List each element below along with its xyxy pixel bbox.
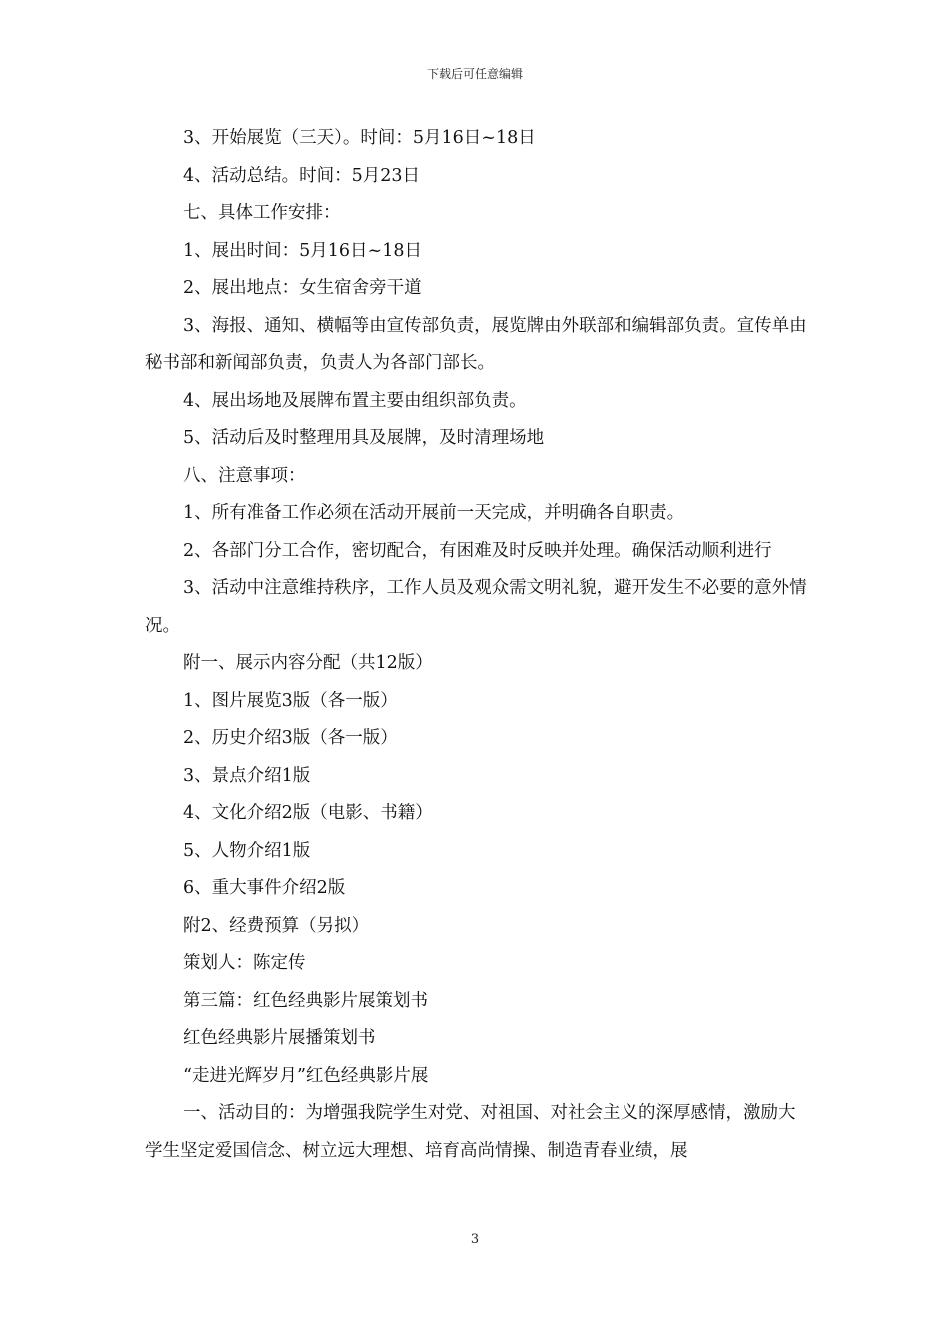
paragraph: 3、海报、通知、横幅等由宣传部负责，展览牌由外联部和编辑部负责。宣传单由秘书部和新闻部负责，负责人为各部门部长。: [145, 315, 807, 373]
paragraph: 1、所有准备工作必须在活动开展前一天完成，并明确各自职责。: [183, 503, 685, 523]
paragraph: 1、展出时间：5月16日~18日: [183, 240, 422, 261]
event-title: “走进光辉岁月”红色经典影片展: [183, 1065, 429, 1086]
section-heading: 七、具体工作安排：: [183, 203, 341, 223]
list-item: 1、图片展览3版（各一版）: [183, 690, 398, 711]
author-line: 策划人：陈定传: [183, 953, 306, 973]
paragraph: 3、活动中注意维持秩序，工作人员及观众需文明礼貌，避开发生不必要的意外情况。: [145, 578, 807, 636]
section-heading: 附一、展示内容分配（共12版）: [183, 653, 433, 673]
paragraph: 2、各部门分工合作，密切配合，有困难及时反映并处理。确保活动顺利进行: [183, 540, 772, 561]
chapter-title: 第三篇：红色经典影片展策划书: [183, 990, 428, 1011]
list-item: 5、人物介绍1版: [183, 840, 311, 861]
page-header: 下载后可任意编辑: [426, 67, 523, 81]
paragraph: 2、展出地点：女生宿舍旁干道: [183, 278, 422, 298]
list-item: 4、文化介绍2版（电影、书籍）: [183, 803, 433, 823]
document-body: [145, 120, 807, 1170]
list-item: 3、景点介绍1版: [183, 765, 311, 786]
section-heading: 八、注意事项：: [183, 465, 306, 486]
list-item: 2、历史介绍3版（各一版）: [183, 728, 398, 748]
section-heading: 附2、经费预算（另拟）: [183, 915, 370, 936]
paragraph: 3、开始展览（三天）。时间：5月16日~18日: [183, 128, 536, 148]
page-number: 3: [470, 1232, 480, 1247]
paragraph: 4、展出场地及展牌布置主要由组织部负责。: [183, 390, 527, 411]
paragraph: 一、活动目的：为增强我院学生对党、对祖国、对社会主义的深厚感情，激励大学生坚定爱国信念、树立远大理想、培育高尚情操、制造青春业绩，展: [145, 1103, 796, 1161]
document-title: 红色经典影片展播策划书: [183, 1028, 376, 1048]
paragraph: 5、活动后及时整理用具及展牌，及时清理场地: [183, 428, 545, 448]
list-item: 6、重大事件介绍2版: [183, 878, 346, 898]
paragraph: 4、活动总结。时间：5月23日: [183, 165, 421, 186]
